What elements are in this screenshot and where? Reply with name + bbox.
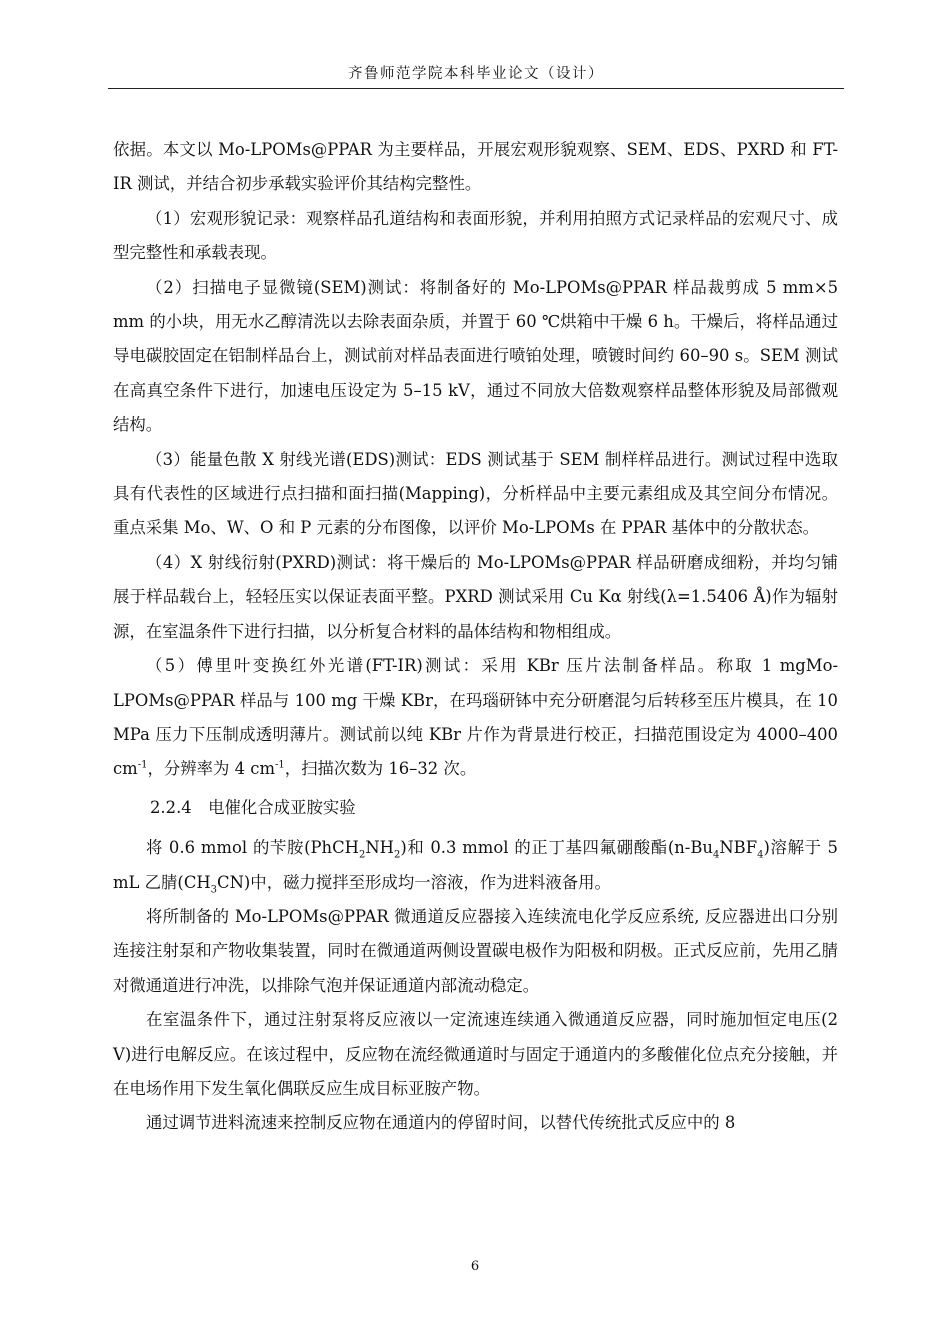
paragraph-pxrd: （4）X 射线衍射(PXRD)测试：将干燥后的 Mo-LPOMs@PPAR 样品研磨成细粉，并均匀铺展于样品载台上，轻轻压实以保证表面平整。PXRD 测试采用 Cu Kα 射线(λ=1.5406 Å)作为辐射源，在室温条件下进行扫描，以分析复合材料的晶体结构和物相组成。 (113, 552, 838, 641)
paragraph-flow-rate: 通过调节进料流速来控制反应物在通道内的停留时间，以替代传统批式反应中的 8 (146, 1113, 736, 1133)
page-header: 齐鲁师范学院本科毕业论文（设计） (108, 62, 844, 89)
body-text (113, 133, 838, 1141)
feed-sub-2: 2 (393, 849, 401, 861)
paragraph-electrolysis: 在室温条件下，通过注射泵将反应液以一定流速连续通入微通道反应器，同时施加恒定电压(2 V)进行电解反应。在该过程中，反应物在流经微通道时与固定于通道内的多酸催化位点充分接触，并在电场作用下发生氧化偶联反应生成目标亚胺产物。 (113, 1010, 838, 1098)
feed-text-c: )和 0.3 mmol 的正丁基四氟硼酸酯(n-Bu (400, 838, 713, 858)
ftir-sup-2: -1 (275, 759, 285, 771)
section-heading: 2.2.4 电催化合成亚胺实验 (150, 797, 356, 817)
feed-sub-4: 4 (757, 849, 764, 861)
feed-sub-1: 2 (358, 849, 366, 861)
ftir-text-a: （5）傅里叶变换红外光谱(FT-IR)测试：采用 KBr 压片法制备样品。称取 1 mgMo-LPOMs@PPAR 样品与 100 mg 干燥 KBr，在玛瑙研钵中充分研磨混匀后转移至压片模具，在 10 MPa 压力下压制成透明薄片。测试前以纯 KBr 片作为背景进行校正，扫描范围设定为 4000–400 cm (113, 656, 838, 779)
feed-text-b: NH (365, 838, 394, 858)
page-number: 6 (470, 1259, 480, 1274)
paragraph-sem: （2）扫描电子显微镜(SEM)测试：将制备好的 Mo-LPOMs@PPAR 样品裁剪成 5 mm×5 mm 的小块，用无水乙醇清洗以去除表面杂质，并置于 60 ℃烘箱中干燥 6 h。干燥后，将样品通过导电碳胶固定在铝制样品台上，测试前对样品表面进行喷铂处理，喷镀时间约 60–90 s。SEM 测试在高真空条件下进行，加速电压设定为 5–15 kV，通过不同放大倍数观察样品整体形貌及局部微观结构。 (113, 277, 838, 435)
feed-text-a: 将 0.6 mmol 的苄胺(PhCH (146, 838, 359, 858)
ftir-sup-1: -1 (137, 759, 148, 771)
feed-text-f: CN)中，磁力搅拌至形成均一溶液，作为进料液备用。 (217, 872, 611, 892)
paragraph-ftir (113, 649, 838, 787)
paragraph-eds: （3）能量色散 X 射线光谱(EDS)测试：EDS 测试基于 SEM 制样样品进行。测试过程中选取具有代表性的区域进行点扫描和面扫描(Mapping)，分析样品中主要元素组成及其空间分布情况。重点采集 Mo、W、O 和 P 元素的分布图像，以评价 Mo-LPOMs 在 PPAR 基体中的分散状态。 (113, 449, 838, 538)
feed-text-d: NBF (719, 838, 758, 858)
paragraph-intro: 依据。本文以 Mo-LPOMs@PPAR 为主要样品，开展宏观形貌观察、SEM、EDS、PXRD 和 FT-IR 测试，并结合初步承载实验评价其结构完整性。 (113, 140, 838, 194)
ftir-text-b: ，分辨率为 4 cm (147, 759, 276, 779)
feed-text-e: )溶解于 5 mL 乙腈(CH (113, 838, 838, 892)
paragraph-macro-morphology: （1）宏观形貌记录：观察样品孔道结构和表面形貌，并利用拍照方式记录样品的宏观尺寸、成型完整性和承载表现。 (113, 208, 838, 263)
paragraph-reactor-setup: 将所制备的 Mo-LPOMs@PPAR 微通道反应器接入连续流电化学反应系统, 反应器进出口分别连接注射泵和产物收集装置，同时在微通道两侧设置碳电极作为阳极和阴极。正式反应前，先用乙腈对微通道进行冲洗，以排除气泡并保证通道内部流动稳定。 (113, 906, 838, 995)
feed-sub-5: 3 (210, 883, 218, 895)
ftir-text-c: ，扫描次数为 16–32 次。 (284, 759, 477, 779)
feed-sub-3: 4 (712, 849, 720, 861)
paragraph-feed-solution (113, 831, 838, 900)
